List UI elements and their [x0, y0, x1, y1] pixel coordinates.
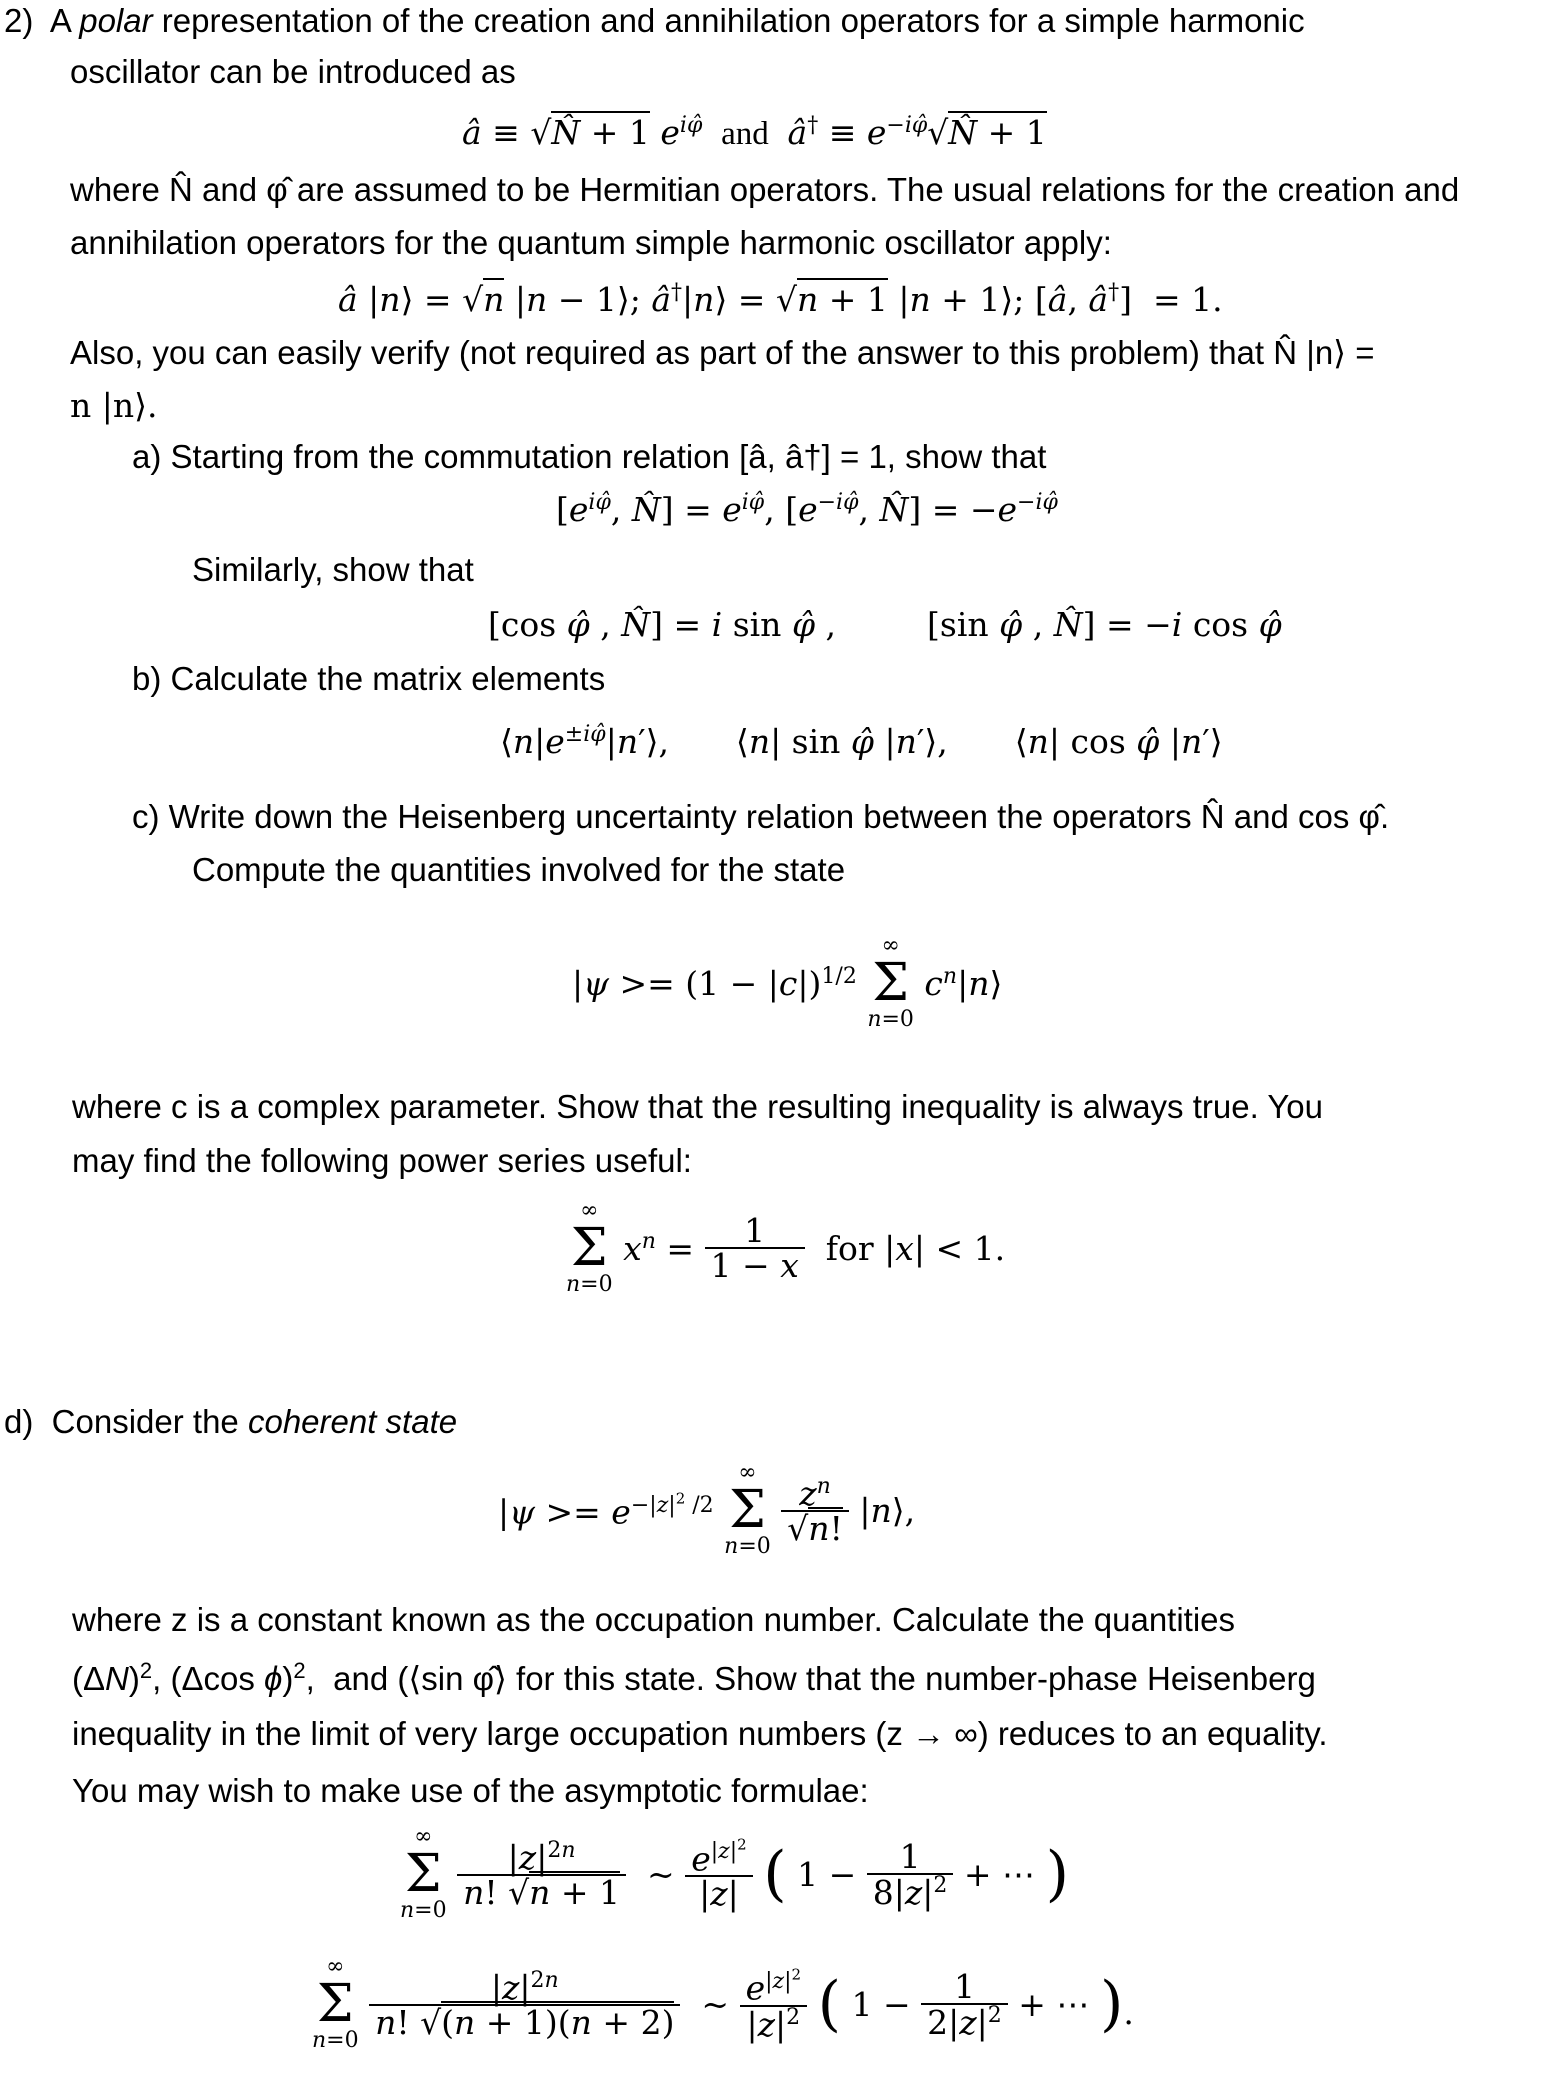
part-d-line-1: d) Consider the coherent state [4, 1403, 458, 1440]
problem-intro-line-1: 2) A polar representation of the creation and annihilation operators for a simple harmonic [4, 2, 1305, 39]
part-c-line-2: Compute the quantities involved for the state [192, 851, 846, 888]
part-c-line-4: may find the following power series useful: [72, 1142, 692, 1179]
problem-intro-line-5: Also, you can easily verify (not required as part of the answer to this problem) that N̂ |n⟩ = [70, 334, 1375, 371]
equation-part-d-asymptotic-1: ∞ Σ n=0 $\frac{|z|^{2n}}{n! √n + 1}$ ~ $\frac{e^{|z|^2}}{|z|}$ ( 1 − $\frac{1}{8|z|^2}$ + ⋯ ) [400, 1824, 1069, 1923]
part-a-line-2: Similarly, show that [192, 551, 474, 588]
part-c-line-3: where c is a complex parameter. Show that the resulting inequality is always true. You [72, 1088, 1324, 1125]
equation-part-b-matrix-elements: $⟨n|e^{\pm i\varphî}|n'⟩$, ⟨n| sin φ̂ |n′⟩, ⟨n| cos φ̂ |n′⟩ [500, 722, 1223, 761]
part-b-line-1: b) Calculate the matrix elements [132, 660, 606, 697]
part-d-line-4: inequality in the limit of very large occupation numbers (z → ∞) reduces to an equality. [72, 1715, 1328, 1752]
equation-polar-definition: â ≡ √N̂ + 1 $e^{i\varphî}$ and â† ≡ $e^{-i\varphî}√N̂ + 1$ [462, 113, 1047, 152]
equation-part-c-geometric-series: ∞ Σ n=0 $x^n$ = $\frac{1}{1 - x}$ for |x| < 1. [566, 1198, 1006, 1297]
part-c-line-1: c) Write down the Heisenberg uncertainty relation between the operators N̂ and cos φ̂. [132, 798, 1390, 835]
equation-part-d-coherent-state: $|\psi >= e^{-|z|^2 /2}$ ∞ Σ n=0 $\frac{z^n}{√n!}$ |n⟩, [498, 1460, 916, 1559]
part-d-line-5: You may wish to make use of the asymptotic formulae: [72, 1772, 869, 1809]
part-a-line-1: a) Starting from the commutation relation [â, â†] = 1, show that [132, 438, 1047, 475]
equation-part-a-trig-commutators: [cos φ̂ , N̂] = i sin φ̂ , [sin φ̂ , N̂] = −i cos φ̂ [488, 605, 1282, 644]
problem-intro-line-2: oscillator can be introduced as [70, 53, 516, 90]
part-d-line-2: where z is a constant known as the occupation number. Calculate the quantities [72, 1601, 1236, 1638]
problem-intro-line-4: annihilation operators for the quantum simple harmonic oscillator apply: [70, 224, 1112, 261]
equation-ladder-relations: â |n⟩ = √n |n − 1⟩; â†|n⟩ = √n + 1 |n + 1⟩; [â, â†] = 1. [338, 280, 1223, 319]
equation-part-d-asymptotic-2: ∞ Σ n=0 $\frac{|z|^{2n}}{n! √(n + 1)(n + 2)}$ ~ $\frac{e^{|z|^2}}{|z|^2}$ ( 1 − $\frac{1}{2|z|^2}$ + ⋯ ). [312, 1954, 1134, 2053]
equation-part-a-exp-commutators: [$e^{i\varphî}$, N̂] = $e^{i\varphî}$, [$e^{-i\varphî}$, N̂] = $-e^{-i\varphî}$ [556, 490, 1058, 529]
problem-intro-line-6: n |n⟩. [70, 386, 158, 425]
part-d-line-3: $(\Delta N)^2$, (Δcos ϕ)$^2$, and (⟨sin φ̂⟩ for this state. Show that the number-phase Heisenberg [72, 1658, 1316, 1697]
problem-intro-line-3: where N̂ and φ̂ are assumed to be Hermitian operators. The usual relations for the creation and [70, 171, 1460, 208]
equation-part-c-state: $|\psi >= (1 - |c|)^{1/2}$ ∞ Σ n=0 $c^n|n⟩$ [572, 933, 1003, 1032]
